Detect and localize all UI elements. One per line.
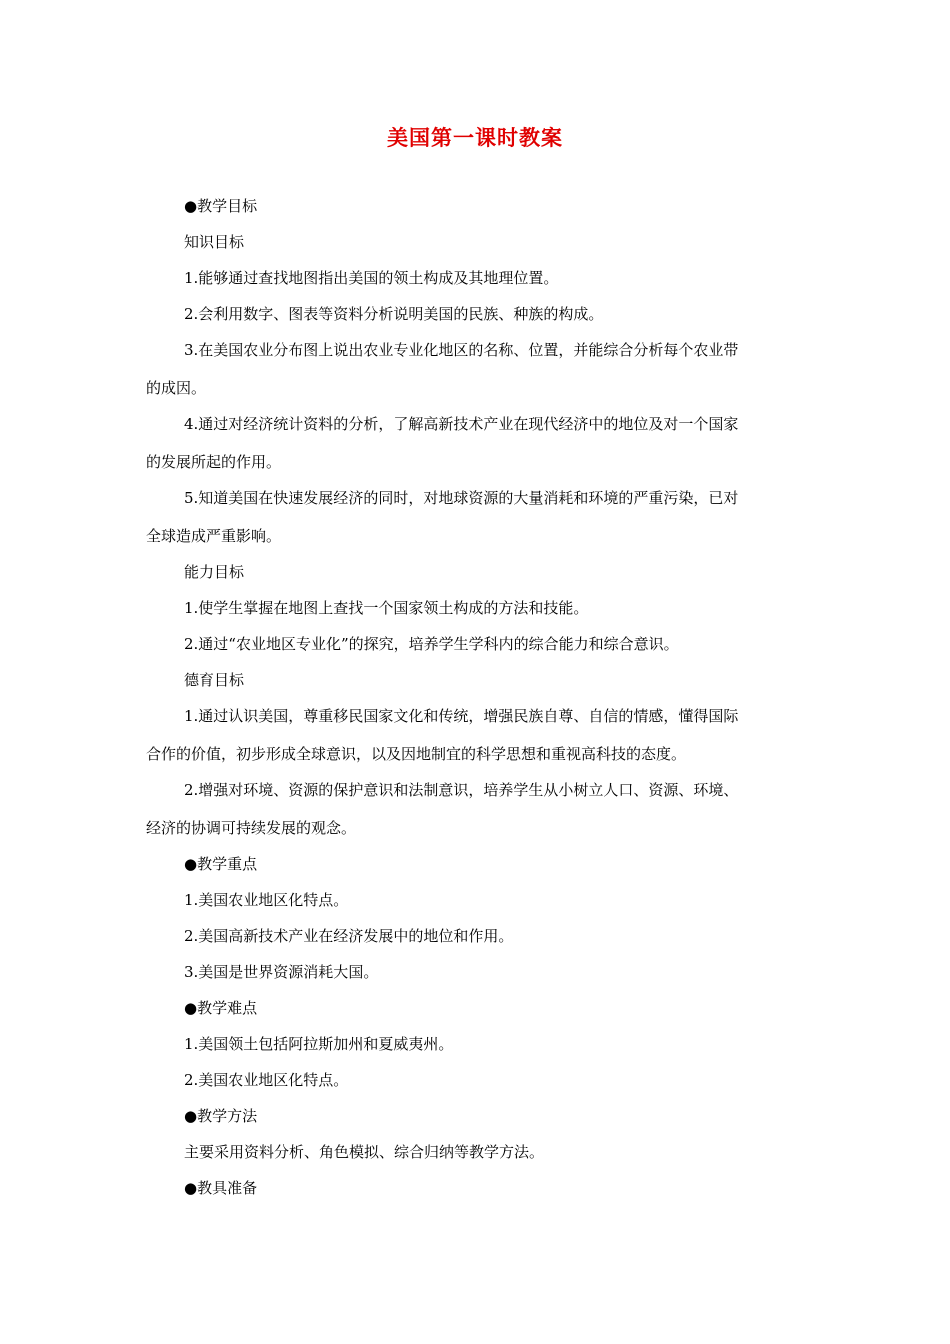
subheading-knowledge: 知识目标 — [184, 233, 245, 251]
section-heading-methods: ●教学方法 — [184, 1107, 258, 1125]
paragraph: 2.增强对环境、资源的保护意识和法制意识，培养学生从小树立人口、资源、环境、 — [184, 781, 739, 799]
paragraph: 4.通过对经济统计资料的分析，了解高新技术产业在现代经济中的地位及对一个国家 — [184, 415, 739, 433]
paragraph: 3.美国是世界资源消耗大国。 — [184, 963, 379, 981]
document-body — [146, 195, 806, 1213]
section-heading-teaching-aids: ●教具准备 — [184, 1179, 258, 1197]
paragraph-continuation: 经济的协调可持续发展的观念。 — [146, 819, 357, 837]
document-title: 美国第一课时教案 — [387, 126, 563, 150]
paragraph: 1.通过认识美国，尊重移民国家文化和传统，增强民族自尊、自信的情感，懂得国际 — [184, 707, 739, 725]
paragraph: 2.美国高新技术产业在经济发展中的地位和作用。 — [184, 927, 514, 945]
subheading-moral: 德育目标 — [184, 671, 245, 689]
paragraph-continuation: 的发展所起的作用。 — [146, 453, 282, 471]
paragraph: 1.美国领土包括阿拉斯加州和夏威夷州。 — [184, 1035, 454, 1053]
paragraph: 5.知道美国在快速发展经济的同时，对地球资源的大量消耗和环境的严重污染，已对 — [184, 489, 739, 507]
paragraph: 主要采用资料分析、角色模拟、综合归纳等教学方法。 — [184, 1143, 545, 1161]
paragraph-continuation: 全球造成严重影响。 — [146, 527, 282, 545]
paragraph-continuation: 的成因。 — [146, 379, 207, 397]
paragraph: 2.会利用数字、图表等资料分析说明美国的民族、种族的构成。 — [184, 305, 604, 323]
paragraph: 2.通过“农业地区专业化”的探究，培养学生学科内的综合能力和综合意识。 — [184, 635, 679, 653]
paragraph: 2.美国农业地区化特点。 — [184, 1071, 349, 1089]
paragraph: 3.在美国农业分布图上说出农业专业化地区的名称、位置，并能综合分析每个农业带 — [184, 341, 739, 359]
subheading-ability: 能力目标 — [184, 563, 245, 581]
paragraph: 1.能够通过查找地图指出美国的领土构成及其地理位置。 — [184, 269, 559, 287]
section-heading-objectives: ●教学目标 — [184, 197, 258, 215]
paragraph: 1.使学生掌握在地图上查找一个国家领土构成的方法和技能。 — [184, 599, 589, 617]
section-heading-difficulties: ●教学难点 — [184, 999, 258, 1017]
section-heading-key-points: ●教学重点 — [184, 855, 258, 873]
paragraph: 1.美国农业地区化特点。 — [184, 891, 349, 909]
paragraph-continuation: 合作的价值，初步形成全球意识，以及因地制宜的科学思想和重视高科技的态度。 — [146, 745, 687, 763]
